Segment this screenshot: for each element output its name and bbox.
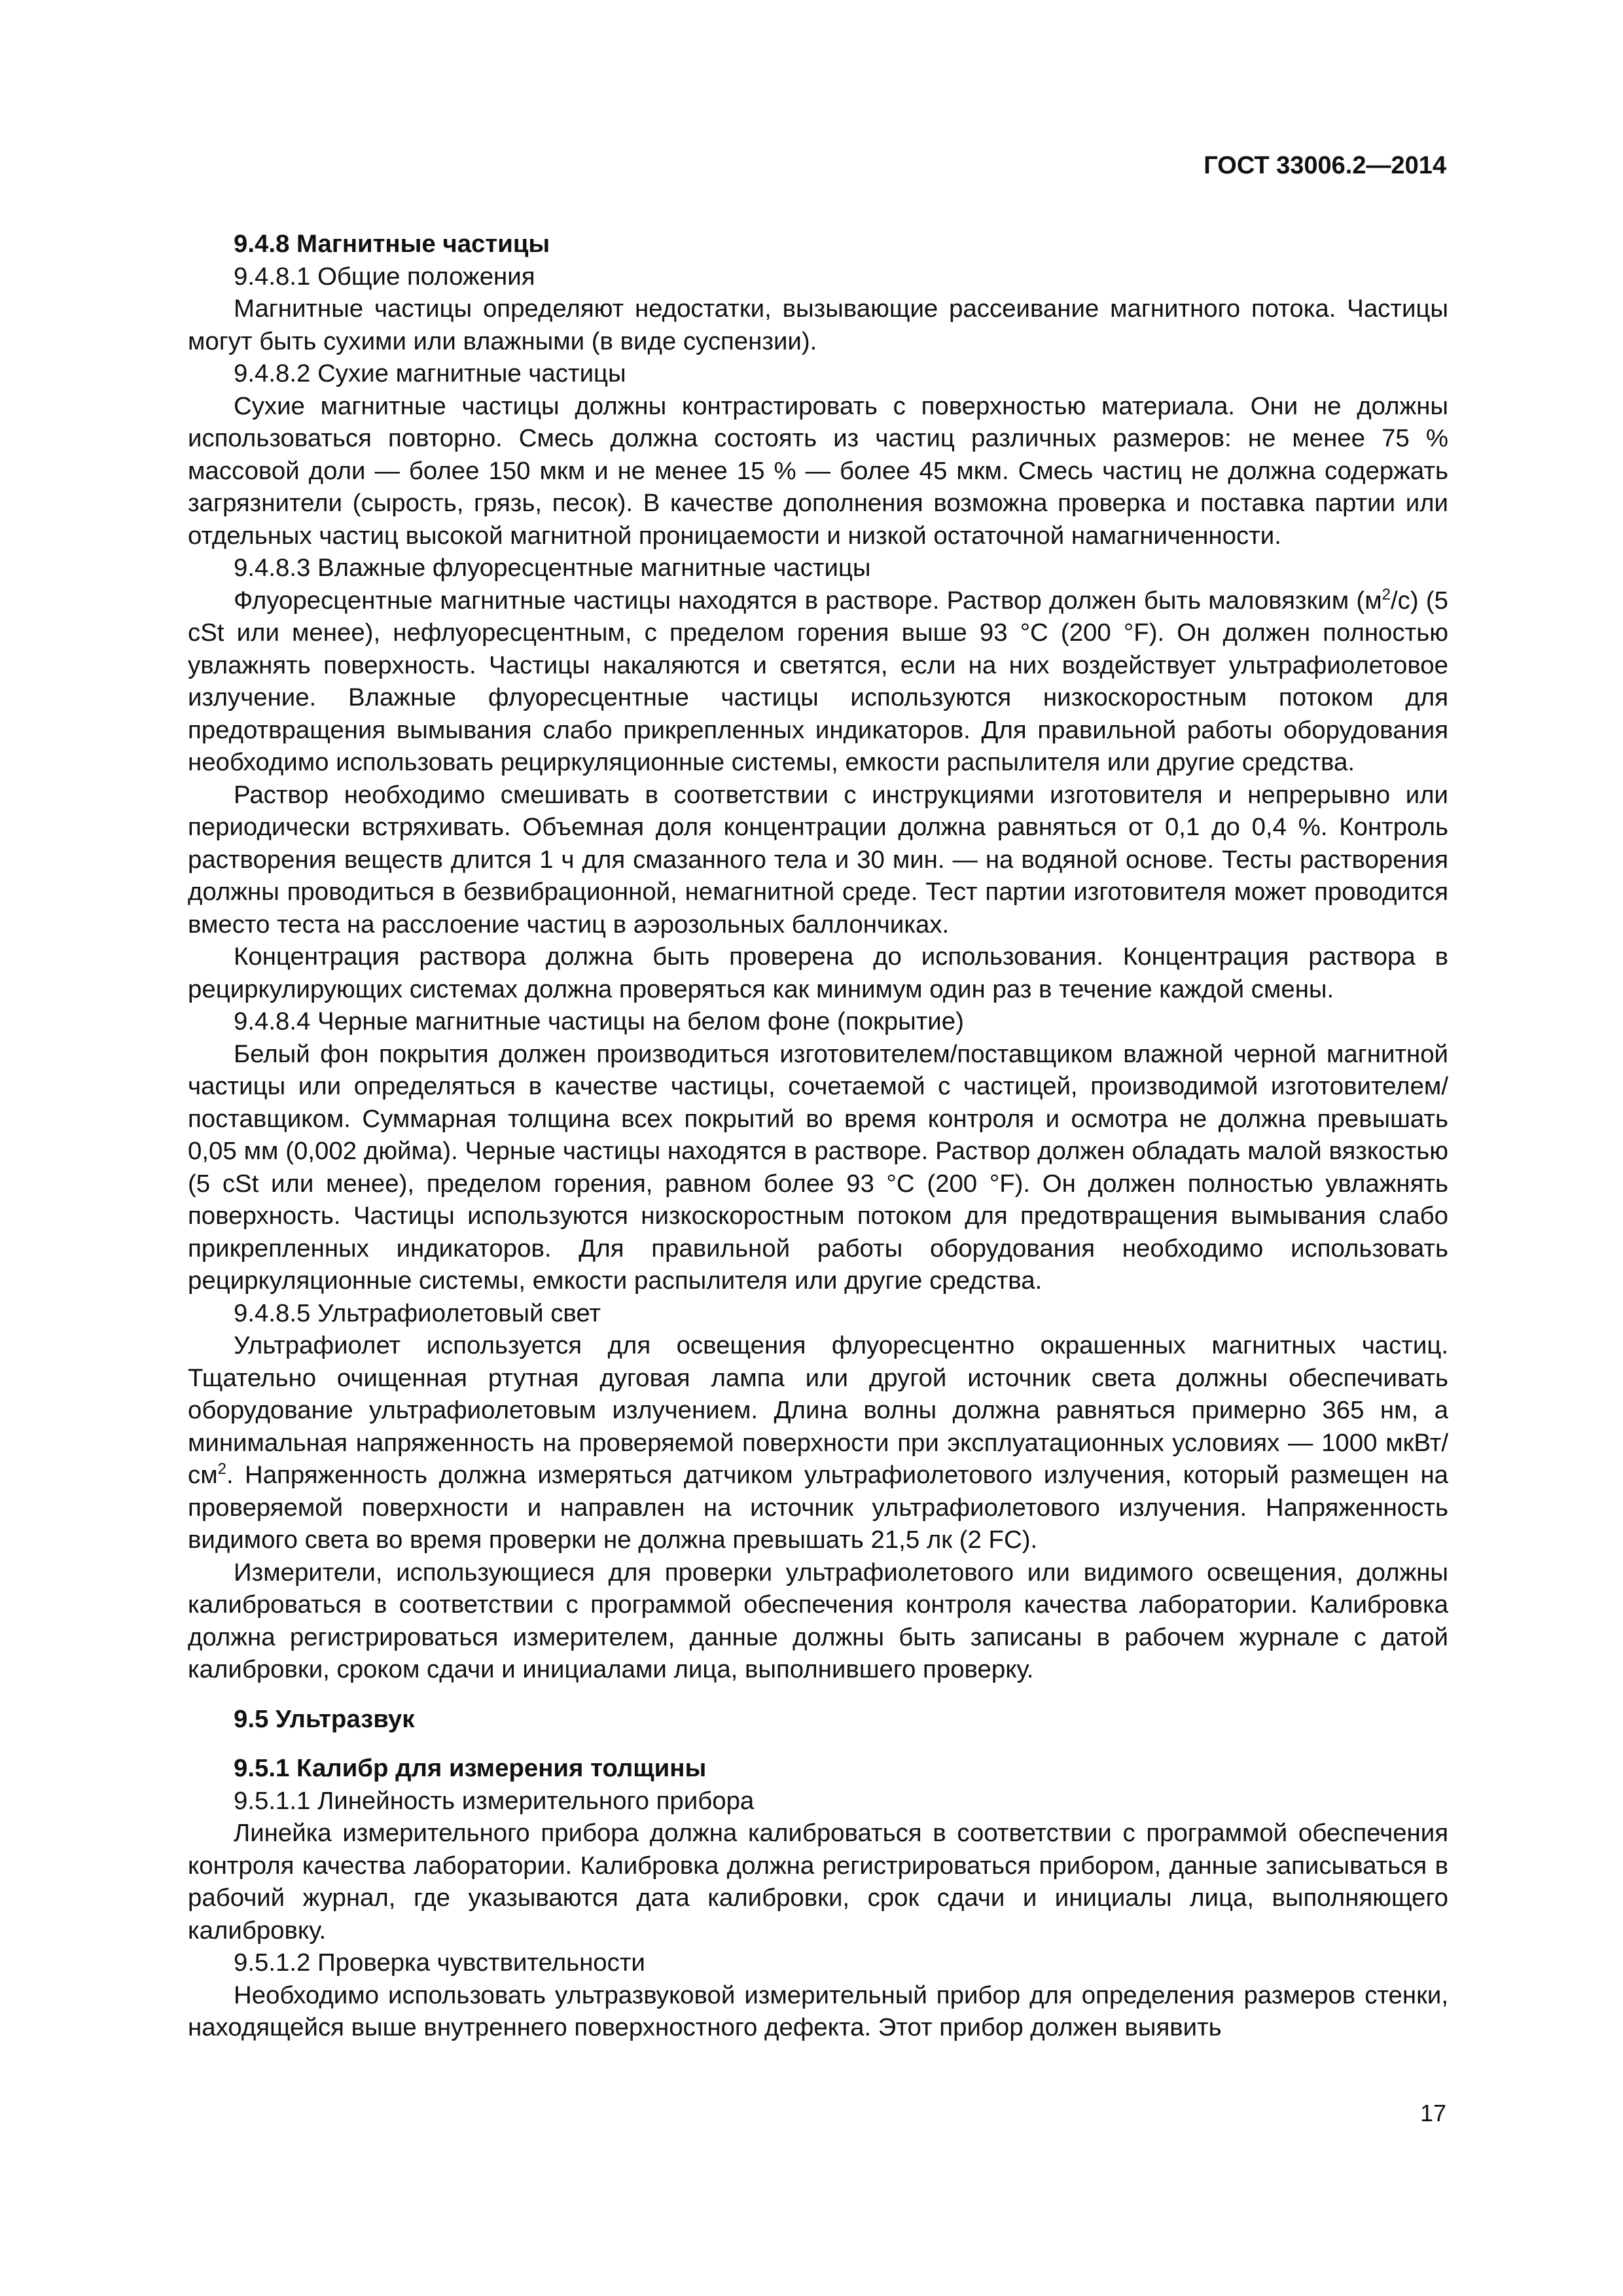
- paragraph: Раствор необходимо смешивать в соответствии с инструкциями изготовителя и непрерывно или периодически встряхивать. Объемная доля концентрации должна равняться от 0,1 до 0,4 %. Контроль растворения веществ длится 1 ч для смазанного тела и 30 мин. — на водяной основе. Тесты растворения должны проводиться в безвибрационной, немагнитной среде. Тест партии изготовителя может проводится вместо теста на расслоение частиц в аэрозольных баллончиках.: [188, 780, 1448, 939]
- section-heading-9-5: 9.5 Ультразвук: [234, 1704, 415, 1733]
- text-run: /с) (5 cSt или менее), нефлуоресцентным, с пределом горения выше 93 °С (200 °F). Он должен полностью увлажнять поверхность. Частицы накаляются и светятся, если на них воздействует ультрафиолетовое излучение. Влажные флуоресцентные частицы используются низкоскоростным потоком для предотвращения вымывания слабо прикрепленных индикаторов. Для правильной работы оборудования необходимо использовать рециркуляционные системы, емкости распылителя или другие средства.: [188, 586, 1449, 776]
- page-body: [188, 228, 1448, 2044]
- text-run: . Напряженность должна измеряться датчиком ультрафиолетового излучения, который размещен на проверяемой поверхности и направлен на источник ультрафиолетового излучения. Напряженность видимого света во время проверки не должна превышать 21,5 лк (2 FC).: [188, 1461, 1448, 1554]
- text-run: Флуоресцентные магнитные частицы находятся в растворе. Раствор должен быть маловязким (м: [234, 586, 1382, 615]
- paragraph: [188, 1329, 1448, 1556]
- subsection-heading-9-4-8-3: 9.4.8.3 Влажные флуоресцентные магнитные частицы: [234, 554, 871, 582]
- paragraph: Необходимо использовать ультразвуковой измерительный прибор для определения размеров стенки, находящейся выше внутреннего поверхностного дефекта. Этот прибор должен выявить: [188, 1981, 1448, 2041]
- page-number: 17: [1419, 2100, 1446, 2126]
- superscript: 2: [1382, 585, 1391, 603]
- paragraph: Магнитные частицы определяют недостатки, вызывающие рассеивание магнитного потока. Частицы могут быть сухими или влажными (в виде суспензии).: [188, 295, 1448, 355]
- subsection-heading-9-4-8-2: 9.4.8.2 Сухие магнитные частицы: [234, 359, 626, 387]
- subsection-heading-9-4-8-1: 9.4.8.1 Общие положения: [234, 262, 535, 291]
- subsection-heading-9-4-8-4: 9.4.8.4 Черные магнитные частицы на белом фоне (покрытие): [234, 1007, 964, 1035]
- paragraph: Белый фон покрытия должен производиться изготовителем/поставщиком влажной черной магнитной частицы или определяться в качестве частицы, сочетаемой с частицей, производимой изготовителем/поставщиком. Суммарная толщина всех покрытий во время контроля и осмотра не должна превышать 0,05 мм (0,002 дюйма). Черные частицы находятся в растворе. Раствор должен обладать малой вязкостью (5 cSt или менее), пределом горения, равном более 93 °С (200 °F). Он должен полностью увлажнять поверхность. Частицы используются низкоскоростным потоком для предотвращения вымывания слабо прикрепленных индикаторов. Для правильной работы оборудования необходимо использовать рециркуляционные системы, емкости распылителя или другие средства.: [188, 1039, 1448, 1295]
- paragraph: Линейка измерительного прибора должна калиброваться в соответствии с программой обеспечения контроля качества лаборатории. Калибровка должна регистрироваться прибором, данные записываться в рабочий журнал, где указываются дата калибровки, срок сдачи и инициалы лица, выполняющего калибровку.: [188, 1819, 1448, 1945]
- subsection-heading-9-4-8-5: 9.4.8.5 Ультрафиолетовый свет: [234, 1299, 601, 1327]
- section-heading-9-5-1: 9.5.1 Калибр для измерения толщины: [234, 1754, 707, 1782]
- text-run: Ультрафиолет используется для освещения флуоресцентно окрашенных магнитных частиц. Тщательно очищенная ртутная дуговая лампа или другой источник света должны обеспечивать оборудование ультрафиолетовым излучением. Длина волны должна равняться примерно 365 нм, а минимальная напряженность на проверяемой поверхности при эксплуатационных условиях — 1000 мкВт/см: [188, 1331, 1448, 1489]
- paragraph: Сухие магнитные частицы должны контрастировать с поверхностью материала. Они не должны использоваться повторно. Смесь должна состоять из частиц различных размеров: не менее 75 % массовой доли — более 150 мкм и не менее 15 % — более 45 мкм. Смесь частиц не должна содержать загрязнители (сырость, грязь, песок). В качестве дополнения возможна проверка и поставка партии или отдельных частиц высокой магнитной проницаемости и низкой остаточной намагниченности.: [188, 391, 1448, 550]
- paragraph: [188, 584, 1448, 779]
- paragraph: Измерители, использующиеся для проверки ультрафиолетового или видимого освещения, должны калиброваться в соответствии с программой обеспечения контроля качества лаборатории. Калибровка должна регистрироваться измерителем, данные должны быть записаны в рабочем журнале с датой калибровки, сроком сдачи и инициалами лица, выполнившего проверку.: [188, 1558, 1448, 1683]
- subsection-heading-9-5-1-2: 9.5.1.2 Проверка чувствительности: [234, 1948, 645, 1977]
- paragraph: Концентрация раствора должна быть проверена до использования. Концентрация раствора в рециркулирующих системах должна проверяться как минимум один раз в течение каждой смены.: [188, 942, 1448, 1003]
- section-heading-9-4-8: 9.4.8 Магнитные частицы: [234, 230, 550, 258]
- superscript: 2: [217, 1460, 226, 1479]
- document-code: ГОСТ 33006.2—2014: [1204, 152, 1446, 179]
- subsection-heading-9-5-1-1: 9.5.1.1 Линейность измерительного прибора: [234, 1786, 755, 1815]
